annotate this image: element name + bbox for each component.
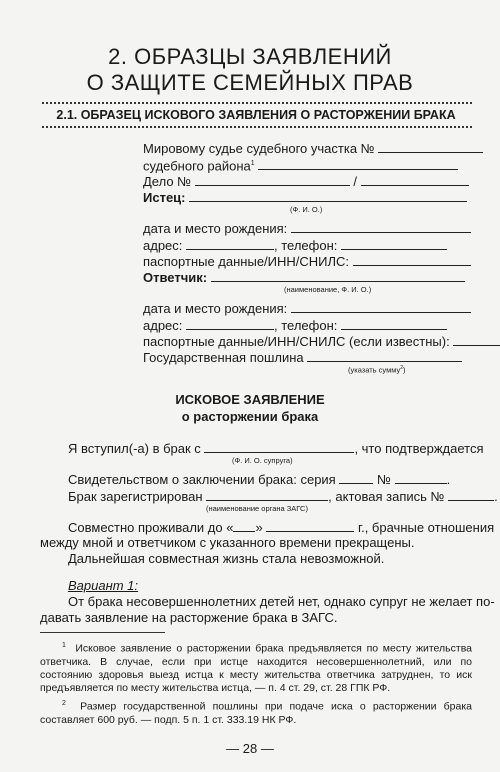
fee-hint: (указать сумму$^2$) (348, 365, 406, 375)
birth-line-2: дата и место рождения: (143, 300, 471, 317)
address-field-2 (186, 317, 274, 330)
case-number-field (195, 173, 350, 186)
address-line-2: адрес: , телефон: (143, 317, 447, 334)
phone-field-2 (341, 317, 447, 330)
defendant-field (211, 269, 465, 282)
page-number: — 28 — (226, 741, 274, 756)
variant-heading: Вариант 1: (68, 578, 139, 593)
case-year-field (361, 173, 469, 186)
record-number-field (448, 488, 494, 501)
married-line: Я вступил(-а) в брак с , что подтверждается (68, 441, 484, 456)
footnote-1: $^1$ Исковое заявление о расторжении брака предъявляется по месту жительства ответчика. В случае, если при истце находится несовершеннолетний, или по состоянию здоровья выезд истца к месту жительства ответчика затруднен, то иск предъявляется по месту жительства истца, — п. 4 ст. 29, ст. 28 ГПК РФ. (40, 642, 472, 694)
plaintiff-field (189, 189, 467, 202)
series-field (339, 471, 373, 484)
birth-field-1 (291, 220, 471, 233)
impossible-line: Дальнейшая совместная жизнь стала невозможной. (68, 551, 385, 566)
claim-subtitle: о расторжении брака (181, 409, 319, 424)
address-line-1: адрес: , телефон: (143, 237, 447, 254)
certificate-line: Свидетельством о заключении брака: серия № . (68, 472, 451, 487)
registry-field (206, 488, 328, 501)
birth-line-1: дата и место рождения: (143, 220, 471, 237)
spouse-hint: (Ф. И. О. супруга) (232, 456, 293, 465)
cert-number-field (395, 471, 447, 484)
spouse-field (204, 440, 354, 453)
defendant-line: Ответчик: (143, 269, 465, 286)
passport-field-2 (453, 333, 500, 346)
cohab-line: Совместно проживали до « » г., брачные отношения (68, 520, 495, 535)
fee-line: Государственная пошлина (143, 349, 462, 366)
cohab-date-field (266, 519, 354, 532)
judge-field (378, 140, 483, 153)
registered-line: Брак зарегистрирован , актовая запись № . (68, 489, 498, 504)
case-line: Дело № / (143, 173, 469, 190)
cohab-line-2: между мной и ответчиком с указанного времени прекращены. (40, 535, 415, 550)
variant-text-1: От брака несовершеннолетних детей нет, однако супруг не желает по- (68, 594, 495, 609)
registry-hint: (наименование органа ЗАГС) (206, 504, 308, 513)
footnote-divider (40, 632, 165, 633)
section-divider (42, 126, 472, 128)
claim-title: ИСКОВОЕ ЗАЯВЛЕНИЕ (175, 392, 325, 407)
section-title: 2.1. ОБРАЗЕЦ ИСКОВОГО ЗАЯВЛЕНИЯ О РАСТОРЖЕНИИ БРАКА (56, 108, 456, 122)
phone-field-1 (341, 237, 447, 250)
cohab-day-field (233, 519, 255, 532)
district-line: судебного района$^1$ (143, 156, 458, 174)
passport-line-1: паспортные данные/ИНН/СНИЛС: (143, 253, 471, 270)
passport-line-2: паспортные данные/ИНН/СНИЛС (если известны): (143, 333, 500, 350)
fee-field (307, 349, 462, 362)
defendant-hint: (наименование, Ф. И. О.) (284, 285, 372, 294)
passport-field-1 (353, 253, 471, 266)
judge-line: Мировому судье судебного участка № (143, 140, 483, 157)
top-divider (42, 102, 472, 104)
address-field-1 (186, 237, 274, 250)
footnote-2: $^2$ Размер государственной пошлины при подаче иска о расторжении брака составляет 600 руб. — подп. 5 п. 1 ст. 333.19 НК РФ. (40, 700, 473, 726)
chapter-title-line2: О ЗАЩИТЕ СЕМЕЙНЫХ ПРАВ (86, 70, 414, 95)
birth-field-2 (291, 300, 471, 313)
district-field (258, 157, 458, 170)
plaintiff-hint: (Ф. И. О.) (290, 205, 323, 214)
plaintiff-line: Истец: (143, 189, 467, 206)
variant-text-2: давать заявление на расторжение брака в ЗАГС. (40, 610, 338, 625)
chapter-title-line1: 2. ОБРАЗЦЫ ЗАЯВЛЕНИЙ (108, 44, 392, 69)
